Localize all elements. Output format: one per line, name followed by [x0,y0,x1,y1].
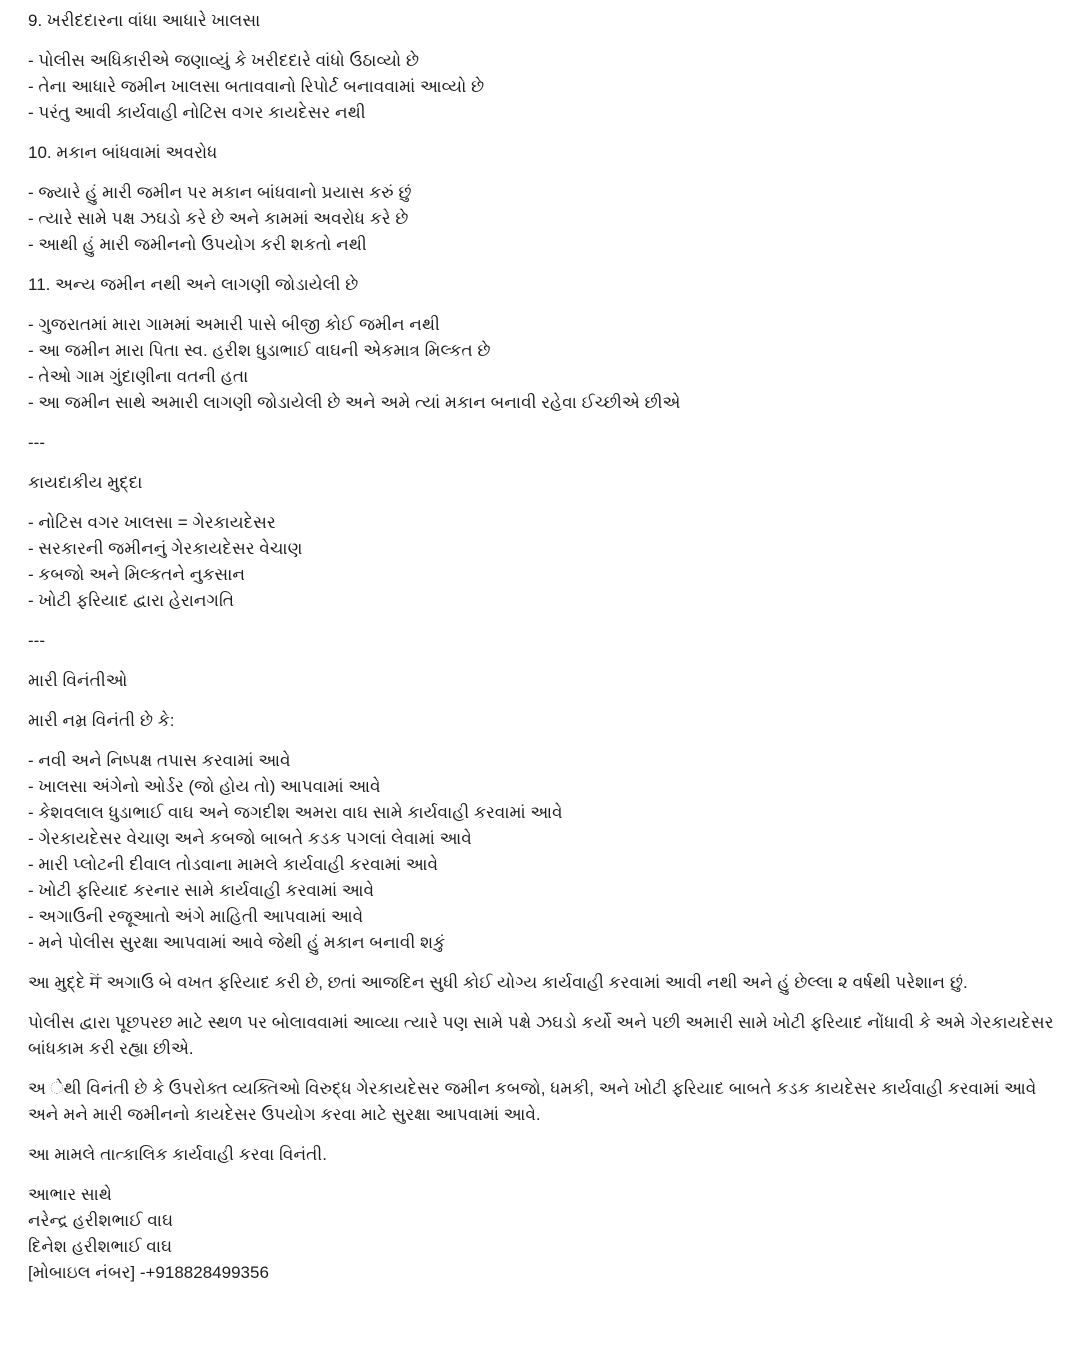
paragraph-prior-complaints: આ મુદ્દે में અગાઉ બે વખત ફરિયાદ કરી છે, છતાં આજદિન સુધી કોઈ યોગ્ય કાર્યવાહી કરવામાં આવી નથી અને હું છેલ્લા ૨ વર્ષથી પરેશાન છું. [28,973,968,992]
bullet-line: - ખાલસા અંગેનો ઓર્ડર (જો હોય તો) આપવામાં આવે [28,777,381,796]
separator: --- [28,631,45,650]
bullet-line: - પોલીસ અધિકારીએ જણાવ્યું કે ખરીદદારે વાંધો ઉઠાવ્યો છે [28,51,420,70]
section-10-list [28,180,1054,258]
legal-points-list [28,510,1054,614]
bullet-line: - પરંતુ આવી કાર્યવાહી નોટિસ વગર કાયદેસર નથી [28,103,366,122]
bullet-line: - ગેરકાયદેસર વેચાણ અને કબજો બાબતે કડક પગલાં લેવામાં આવે [28,829,472,848]
bullet-line: - મારી પ્લોટની દીવાલ તોડવાના મામલે કાર્યવાહી કરવામાં આવે [28,855,439,874]
bullet-line: - સરકારની જમીનનું ગેરકાયદેસર વેચાણ [28,539,303,558]
signature-name-2: દિનેશ હરીશભાઈ વાઘ [28,1237,173,1256]
bullet-line: - ત્યારે સામે પક્ષ ઝઘડો કરે છે અને કામમાં અવરોધ કરે છે [28,209,409,228]
bullet-line: - નવી અને નિષ્પક્ષ તપાસ કરવામાં આવે [28,751,291,770]
signature-mobile-number: [મોબાઇલ નંબર] -+918828499356 [28,1263,269,1282]
paragraph-urgent-request: આ મામલે તાત્કાલિક કાર્યવાહી કરવા વિનંતી. [28,1145,327,1164]
bullet-line: - તેઓ ગામ ગુંદાણીના વતની હતા [28,367,249,386]
signature-name-1: નરેન્દ્ર હરીશભાઈ વાઘ [28,1211,174,1230]
bullet-line: - કબજો અને મિલ્કતને નુકસાન [28,565,246,584]
section-9-heading: 9. ખરીદદારના વાંધા આધારે ખાલસા [28,11,261,30]
bullet-line: - કેશવલાલ ધુડાભાઈ વાઘ અને જગદીશ અમરા વાઘ સામે કાર્યવાહી કરવામાં આવે [28,803,563,822]
legal-points-heading: કાયદાકીય મુદ્દા [28,473,143,492]
bullet-line: - ખોટી ફરિયાદ કરનાર સામે કાર્યવાહી કરવામાં આવે [28,881,375,900]
paragraph-request-action: અ ેથી વિનંતી છે કે ઉપરોક્ત વ્યક્તિઓ વિરુદ્ધ ગેરકાયદેસર જમીન કબજો, ધમકી, અને ખોટી ફરિયાદ બાબતે કડક કાયદેસર કાર્યવાહી કરવામાં આવે અને મને મારી જમીનનો કાયદેસર ઉપયોગ કરવા માટે સુરક્ષા આપવામાં આવે. [28,1079,1037,1124]
requests-intro: મારી નમ્ર વિનંતી છે કે: [28,711,175,730]
bullet-line: - આથી હું મારી જમીનનો ઉપયોગ કરી શકતો નથી [28,235,367,254]
separator: --- [28,433,45,452]
bullet-line: - તેના આધારે જમીન ખાલસા બતાવવાનો રિપોર્ટ બનાવવામાં આવ્યો છે [28,77,485,96]
section-10-heading: 10. મકાન બાંધવામાં અવરોધ [28,143,218,162]
signature-block [28,1182,1054,1286]
section-11-heading: 11. અન્ય જમીન નથી અને લાગણી જોડાયેલી છે [28,275,359,294]
bullet-line: - આ જમીન મારા પિતા સ્વ. હરીશ ધુડાભાઈ વાઘની એકમાત્ર મિલ્કત છે [28,341,491,360]
bullet-line: - આ જમીન સાથે અમારી લાગણી જોડાયેલી છે અને અમે ત્યાં મકાન બનાવી રહેવા ઈચ્છીએ છીએ [28,393,681,412]
bullet-line: - અગાઉની રજૂઆતો અંગે માહિતી આપવામાં આવે [28,907,364,926]
bullet-line: - મને પોલીસ સુરક્ષા આપવામાં આવે જેથી હું મકાન બનાવી શકું [28,933,446,952]
bullet-line: - ખોટી ફરિયાદ દ્વારા હેરાનગતિ [28,591,235,610]
section-11-list [28,312,1054,416]
requests-heading: મારી વિનંતીઓ [28,671,128,690]
bullet-line: - જ્યારે હું મારી જમીન પર મકાન બાંધવાનો પ્રયાસ કરું છું [28,183,412,202]
bullet-line: - ગુજરાતમાં મારા ગામમાં અમારી પાસે બીજી કોઈ જમીન નથી [28,315,440,334]
requests-list [28,748,1054,956]
section-9-list [28,48,1054,126]
signature-thanks: આભાર સાથે [28,1185,112,1204]
bullet-line: - નોટિસ વગર ખાલસા = ગેરકાયદેસર [28,513,276,532]
paragraph-police-inquiry: પોલીસ દ્વારા પૂછપરછ માટે સ્થળ પર બોલાવવામાં આવ્યા ત્યારે પણ સામે પક્ષે ઝઘડો કર્યો અને પછી અમારી સામે ખોટી ફરિયાદ નોંધાવી કે અમે ગેરકાયદેસર બાંધકામ કરી રહ્યા છીએ. [28,1013,1054,1058]
